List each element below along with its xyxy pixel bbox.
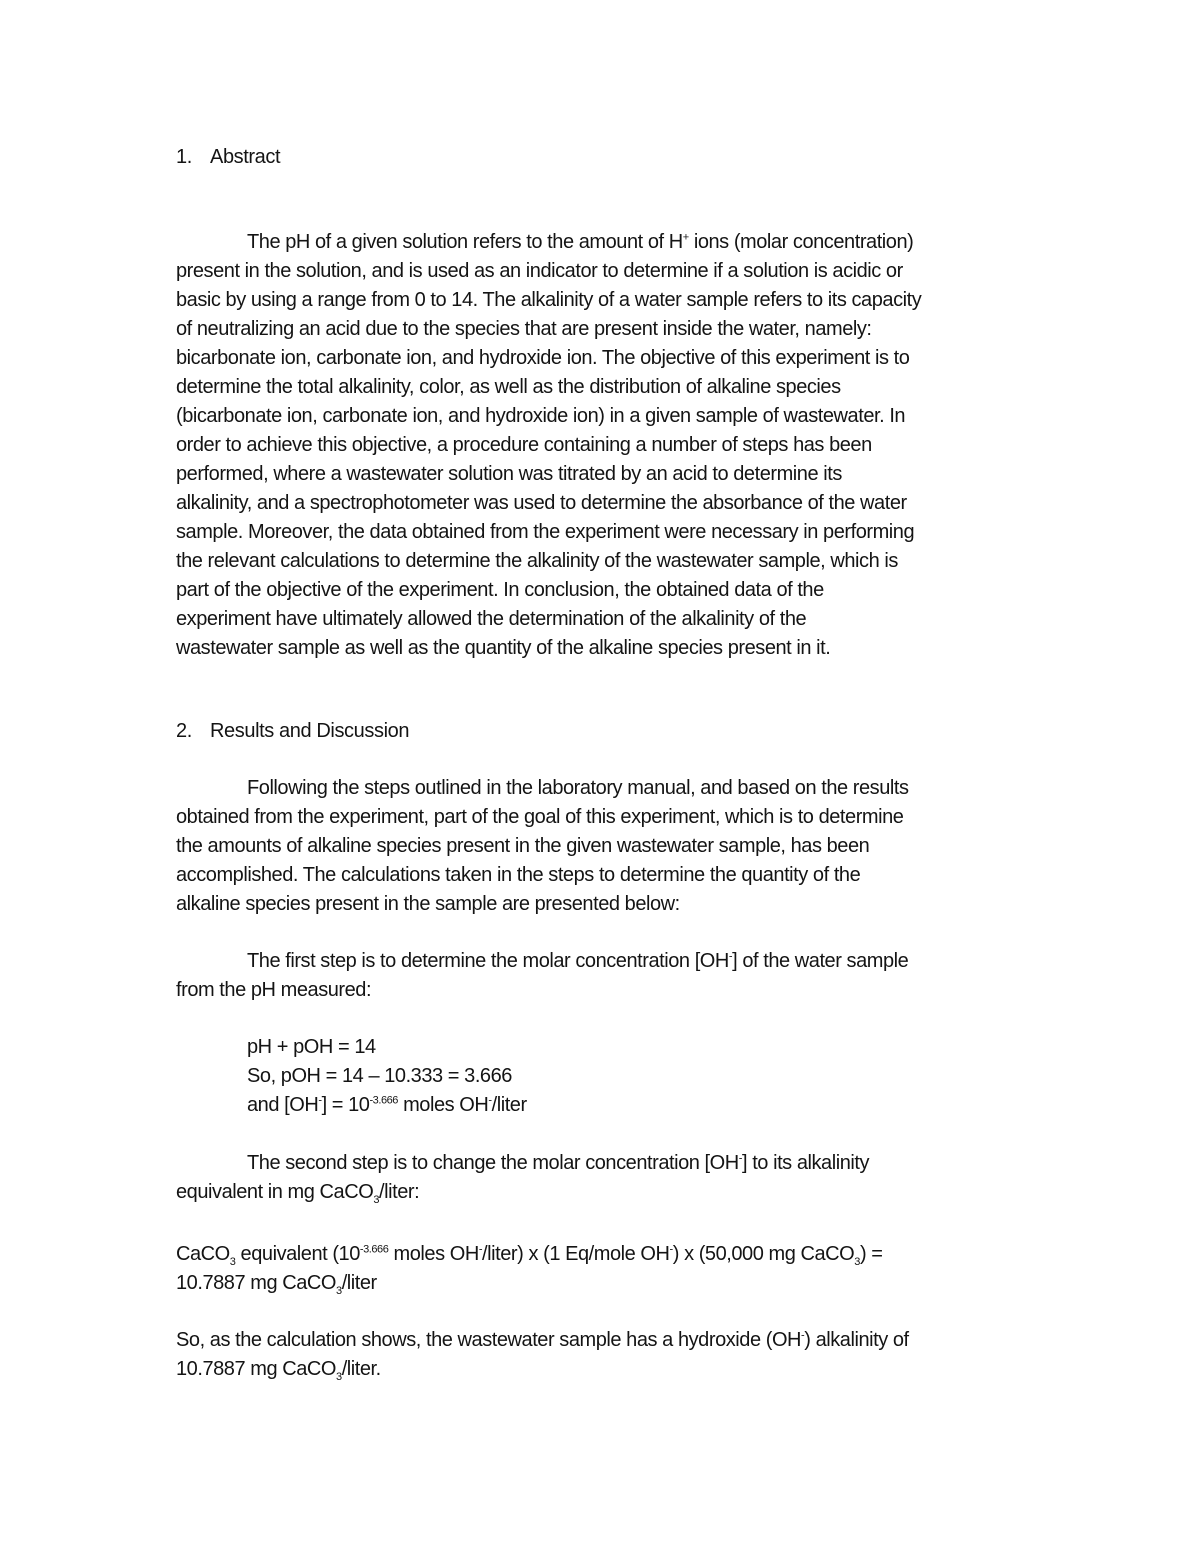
conclusion-line: So, as the calculation shows, the wastewater sample has a hydroxide (OH-) alkalinity of	[176, 1329, 909, 1351]
results-intro-paragraph	[176, 774, 1046, 919]
abstract-line: present in the solution, and is used as an indicator to determine if a solution is acidic or	[176, 260, 903, 282]
results-number: 2.	[176, 720, 192, 742]
abstract-line: order to achieve this objective, a procedure containing a number of steps has been	[176, 434, 872, 456]
abstract-title: Abstract	[210, 146, 281, 168]
step1-line: The first step is to determine the molar concentration [OH-] of the water sample	[247, 950, 909, 972]
abstract-line: (bicarbonate ion, carbonate ion, and hydroxide ion) in a given sample of wastewater. In	[176, 405, 906, 427]
results-line: obtained from the experiment, part of the goal of this experiment, which is to determine	[176, 806, 904, 828]
equation-line: 10.7887 mg CaCO$_3$/liter	[176, 1272, 377, 1297]
abstract-line: basic by using a range from 0 to 14. The alkalinity of a water sample refers to its capacity	[176, 289, 922, 311]
abstract-line: part of the objective of the experiment. In conclusion, the obtained data of the	[176, 579, 824, 601]
step2-line: The second step is to change the molar concentration [OH-] to its alkalinity	[247, 1152, 870, 1174]
equation-line: CaCO$_3$ equivalent ($10^{-3.666}$ moles OH-/liter) x (1 Eq/mole OH-) x (50,000 mg CaCO$_3$) =	[176, 1243, 883, 1268]
results-line: Following the steps outlined in the laboratory manual, and based on the results	[247, 777, 909, 799]
results-line: accomplished. The calculations taken in the steps to determine the quantity of the	[176, 864, 861, 886]
results-line: the amounts of alkaline species present in the given wastewater sample, has been	[176, 835, 870, 857]
abstract-line: alkalinity, and a spectrophotometer was used to determine the absorbance of the water	[176, 492, 907, 514]
results-title: Results and Discussion	[210, 720, 410, 742]
calc-line: So, pOH = 14 – 10.333 = 3.666	[247, 1065, 512, 1087]
abstract-line: the relevant calculations to determine the alkalinity of the wastewater sample, which is	[176, 550, 898, 572]
abstract-line: of neutralizing an acid due to the species that are present inside the water, namely:	[176, 318, 872, 340]
abstract-line: bicarbonate ion, carbonate ion, and hydroxide ion. The objective of this experiment is to	[176, 347, 910, 369]
conclusion-paragraph	[176, 1326, 1046, 1384]
abstract-line: determine the total alkalinity, color, as well as the distribution of alkaline species	[176, 376, 841, 398]
step2-line: equivalent in mg CaCO$_3$/liter:	[176, 1181, 420, 1206]
results-line: alkaline species present in the sample are presented below:	[176, 893, 680, 915]
abstract-heading	[176, 143, 280, 172]
calculation-block	[247, 1033, 527, 1120]
step2-paragraph	[176, 1149, 1046, 1207]
equation-paragraph	[176, 1240, 1046, 1298]
abstract-number: 1.	[176, 146, 192, 168]
calc-line: and $[OH^-] = 10^{-3.666}$ moles OH-/liter	[247, 1094, 527, 1116]
abstract-line: experiment have ultimately allowed the determination of the alkalinity of the	[176, 608, 807, 630]
step1-paragraph	[176, 947, 1046, 1005]
abstract-paragraph	[176, 228, 1046, 663]
step1-line: from the pH measured:	[176, 979, 372, 1001]
abstract-line: sample. Moreover, the data obtained from the experiment were necessary in performing	[176, 521, 915, 543]
abstract-line: performed, where a wastewater solution was titrated by an acid to determine its	[176, 463, 842, 485]
conclusion-line: 10.7887 mg CaCO$_3$/liter.	[176, 1358, 381, 1383]
abstract-line: The pH of a given solution refers to the amount of H+ ions (molar concentration)	[247, 231, 914, 253]
calc-line: pH + pOH = 14	[247, 1036, 376, 1058]
abstract-line: wastewater sample as well as the quantity of the alkaline species present in it.	[176, 637, 831, 659]
results-heading	[176, 717, 409, 746]
